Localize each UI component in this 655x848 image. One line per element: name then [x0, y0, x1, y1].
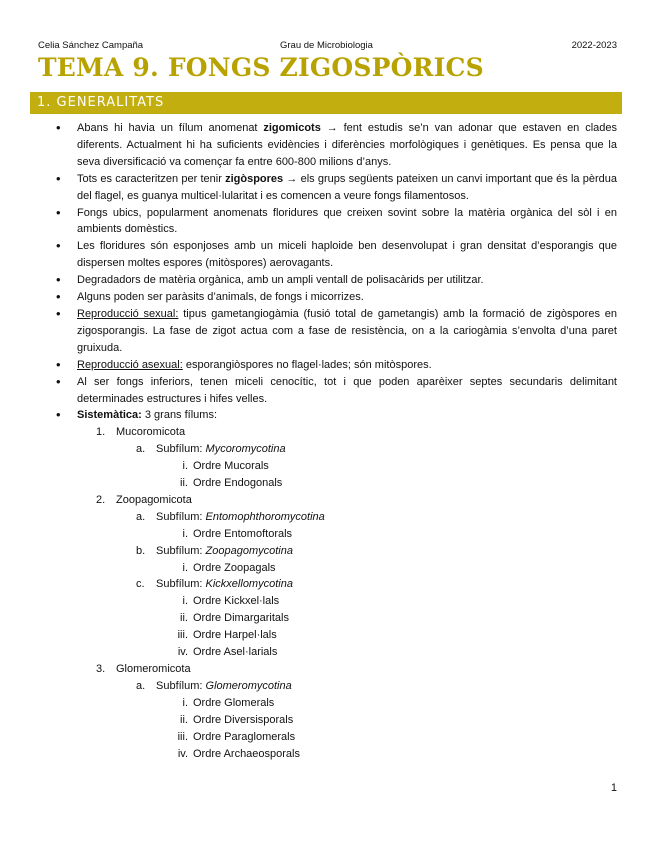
- subphylum-item: a. Subfílum: Mycoromycotina: [136, 443, 286, 456]
- subphylum-item: a. Subfílum: Entomophthoromycotina: [136, 510, 325, 523]
- bullet-item: • Sistemàtica: 3 grans fílums:: [0, 407, 655, 424]
- order-item: iv. Ordre Asel·larials: [177, 646, 278, 659]
- order-item: i. Ordre Zoopagals: [182, 561, 276, 574]
- order-item: ii. Ordre Diversisporals: [180, 713, 294, 726]
- header-course: Grau de Microbiologia: [280, 40, 373, 51]
- page-number: 1: [610, 782, 617, 794]
- bullet-item: • Reproducció sexual: tipus gametangiogàmia (fusió total de gametangis) amb la formació de zigòspores en zigosporangis. La fase de zigot actua com a fase de resistència, on a la cariogàmia s’envolta d’una paret gruixuda.: [0, 306, 655, 357]
- order-item: iii. Ordre Paraglomerals: [177, 730, 296, 743]
- bullet-item: • Les floridures són esponjoses amb un miceli haploide ben desenvolupat i gran densitat d’esporangis que dispersen moltes espores (mitòspores) aerovagants.: [0, 238, 655, 272]
- order-item: i. Ordre Entomoftorals: [182, 527, 293, 540]
- bullet-item: • Alguns poden ser paràsits d’animals, de fongs i micorrizes.: [0, 289, 655, 306]
- page-header: [38, 40, 617, 52]
- bullet-item: • Fongs ubics, popularment anomenats floridures que creixen sovint sobre la matèria orgànica del sòl i en ambients domèstics.: [0, 205, 655, 239]
- order-item: iii. Ordre Harpel·lals: [177, 629, 277, 642]
- order-item: iv. Ordre Archaeosporals: [177, 747, 300, 760]
- page-title: TEMA 9. FONGS ZIGOSPÒRICS: [38, 53, 484, 82]
- bullet-item: • Degradadors de matèria orgànica, amb un ampli ventall de polisacàrids per utilitzar.: [0, 272, 655, 289]
- section-heading-text: 1. GENERALITATS: [37, 95, 165, 110]
- bullet-item: • Tots es caracteritzen per tenir zigòspores → els grups següents pateixen un canvi important que és la pèrdua del flagel, es guanya multicel·lularitat i es comencen a veure fongs filamentosos.: [0, 171, 655, 205]
- phylum-item: 1. Mucoromicota: [96, 426, 186, 439]
- bullet-item: • Al ser fongs inferiors, tenen miceli cenocític, tot i que poden aparèixer septes secundaris delimitant determinades estructures i hifes velles.: [0, 374, 655, 408]
- bullet-item: • Abans hi havia un fílum anomenat zigomicots → fent estudis se’n van adonar que estaven en clades diferents. Actualment hi ha suficients evidències i diferències morfològiques i genètiques. Es pensa que la seva diversificació va començar fa entre 600-800 milions d’anys.: [0, 120, 655, 171]
- order-item: i. Ordre Glomerals: [182, 696, 275, 709]
- bullet-item: • Reproducció asexual: esporangiòspores no flagel·lades; són mitòspores.: [0, 357, 655, 374]
- subphylum-item: b. Subfílum: Zoopagomycotina: [136, 544, 293, 557]
- order-item: ii. Ordre Endogonals: [180, 477, 283, 490]
- phylum-item: 2. Zoopagomicota: [96, 493, 192, 506]
- document-body: [0, 120, 655, 762]
- phylum-item: 3. Glomeromicota: [96, 663, 191, 675]
- order-item: i. Ordre Mucorals: [182, 460, 269, 473]
- order-item: i. Ordre Kickxel·lals: [182, 595, 280, 608]
- header-year: 2022-2023: [571, 40, 617, 51]
- order-item: ii. Ordre Dimargaritals: [180, 612, 289, 625]
- header-author: Celia Sánchez Campaña: [38, 40, 144, 51]
- subphylum-item: a. Subfílum: Glomeromycotina: [136, 679, 292, 692]
- subphylum-item: c. Subfílum: Kickxellomycotina: [136, 578, 293, 591]
- section-heading: [30, 92, 622, 114]
